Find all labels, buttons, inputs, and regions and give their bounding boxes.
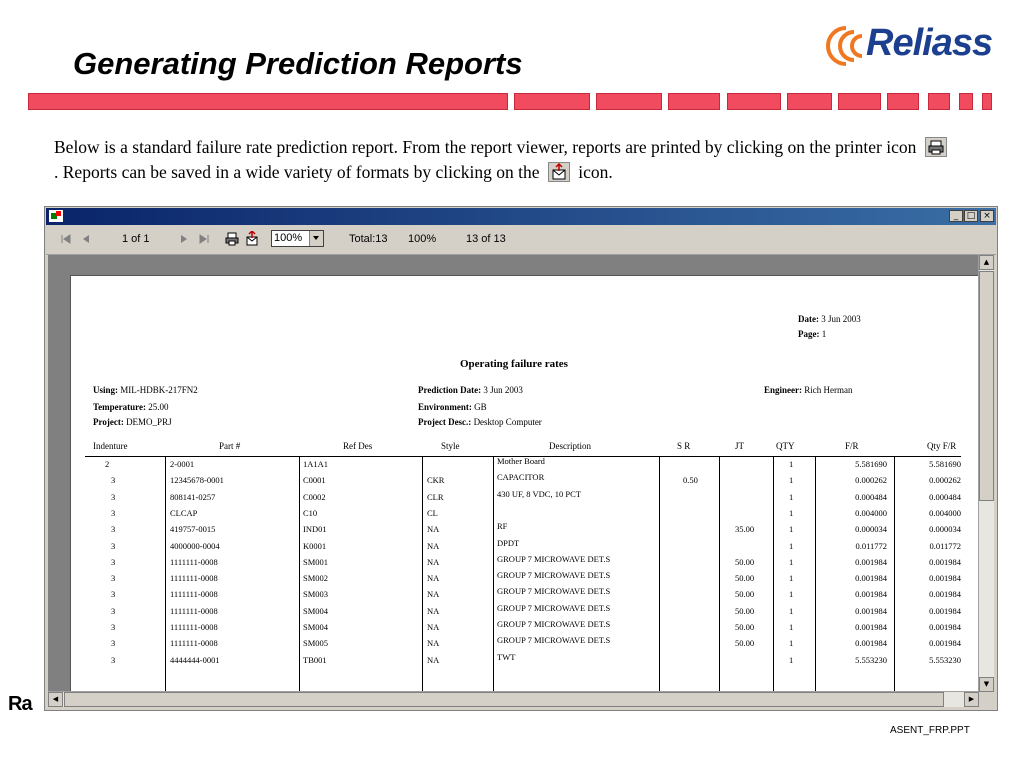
table-cell: 808141-0257 xyxy=(170,491,216,502)
header-bar-seg xyxy=(928,93,950,110)
table-cell: GROUP 7 MICROWAVE DET.S xyxy=(497,570,611,581)
table-cell: 1111111-0008 xyxy=(170,589,218,600)
table-cell: 1 xyxy=(789,507,794,518)
table-cell: 0.000034 xyxy=(855,524,887,535)
using-value: MIL-HDBK-217FN2 xyxy=(120,385,198,395)
table-cell: SM004 xyxy=(303,605,329,616)
header-bar-seg xyxy=(838,93,881,110)
table-cell: 1 xyxy=(789,573,794,584)
column-divider xyxy=(422,456,423,692)
intro-text-3: icon. xyxy=(578,162,613,182)
table-cell: 0.001984 xyxy=(855,622,887,632)
prev-page-icon[interactable] xyxy=(78,231,94,247)
project-value: DEMO_PRJ xyxy=(126,417,172,427)
table-cell: CLR xyxy=(427,491,444,502)
table-cell: NA xyxy=(427,540,440,551)
printer-icon[interactable] xyxy=(224,231,240,247)
table-cell: 1 xyxy=(789,622,794,632)
table-cell: SM001 xyxy=(303,556,329,567)
table-cell: 3 xyxy=(111,556,116,567)
page-indicator: 1 of 1 xyxy=(122,233,150,245)
header-bar-seg xyxy=(959,93,973,110)
table-cell: GROUP 7 MICROWAVE DET.S xyxy=(497,553,611,564)
table-cell: TB001 xyxy=(303,654,327,665)
table-cell: 1111111-0008 xyxy=(170,605,218,616)
page-row xyxy=(798,329,826,339)
project-desc-label: Project Desc.: xyxy=(418,417,472,427)
slide-title: Generating Prediction Reports xyxy=(73,46,523,81)
footer-filename: ASENT_FRP.PPT xyxy=(890,725,970,736)
table-cell: 0.004000 xyxy=(929,507,961,518)
table-cell: 0.011772 xyxy=(855,540,887,551)
table-cell: 0.001984 xyxy=(855,573,887,584)
temperature-label: Temperature: xyxy=(93,402,146,412)
record-count: 13 of 13 xyxy=(466,233,506,245)
table-cell: 1111111-0008 xyxy=(170,638,218,649)
engineer-value: Rich Herman xyxy=(804,385,853,395)
column-divider xyxy=(815,456,816,692)
scroll-down-icon[interactable]: ▼ xyxy=(979,677,994,692)
total-count: Total:13 xyxy=(349,233,388,245)
column-header: F/R xyxy=(845,441,859,451)
table-cell: 4000000-0004 xyxy=(170,540,220,551)
table-cell: 3 xyxy=(111,491,116,502)
table-cell: 50.00 xyxy=(735,573,755,584)
table-cell: 3 xyxy=(111,622,116,632)
engineer-label: Engineer: xyxy=(764,385,802,395)
project-desc-value: Desktop Computer xyxy=(473,417,542,427)
table-cell: NA xyxy=(427,605,440,616)
date-value: 3 Jun 2003 xyxy=(821,314,861,324)
scroll-left-icon[interactable]: ◀ xyxy=(48,692,63,707)
table-cell: 5.553230 xyxy=(855,654,887,665)
table-cell: 419757-0015 xyxy=(170,524,216,535)
table-cell: NA xyxy=(427,573,440,584)
table-cell: NA xyxy=(427,556,440,567)
table-cell: TWT xyxy=(497,651,516,662)
table-cell: 1 xyxy=(789,556,794,567)
table-cell: 1A1A1 xyxy=(303,459,329,469)
table-cell: 12345678-0001 xyxy=(170,475,224,486)
project-desc-row xyxy=(418,417,542,427)
reliass-swoosh-icon xyxy=(826,24,870,68)
table-cell: 1 xyxy=(789,524,794,535)
header-bar-seg xyxy=(596,93,662,110)
table-cell: 3 xyxy=(111,524,116,535)
table-cell: SM004 xyxy=(303,622,329,632)
table-cell: K0001 xyxy=(303,540,327,551)
page-label: Page: xyxy=(798,329,820,339)
engineer-row xyxy=(764,385,852,395)
table-cell: 0.001984 xyxy=(855,605,887,616)
reliass-wordmark: Reliass xyxy=(866,22,993,64)
table-cell: 1 xyxy=(789,638,794,649)
table-cell: 1111111-0008 xyxy=(170,556,218,567)
prediction-date-label: Prediction Date: xyxy=(418,385,482,395)
table-cell: 0.001984 xyxy=(855,589,887,600)
column-divider xyxy=(299,456,300,692)
page-value: 1 xyxy=(821,329,827,339)
column-divider xyxy=(493,456,494,692)
zoom-value: 100% xyxy=(274,232,303,244)
table-cell: 50.00 xyxy=(735,589,755,600)
report-canvas[interactable] xyxy=(48,255,979,692)
table-cell: 1111111-0008 xyxy=(170,573,218,584)
table-cell: 3 xyxy=(111,605,116,616)
environment-row xyxy=(418,402,487,412)
table-cell: 0.001984 xyxy=(929,556,961,567)
using-row xyxy=(93,385,198,395)
report-page xyxy=(70,275,979,692)
table-cell: 0.011772 xyxy=(929,540,961,551)
export-icon[interactable] xyxy=(244,231,260,247)
table-cell: GROUP 7 MICROWAVE DET.S xyxy=(497,602,611,613)
column-header: Ref Des xyxy=(343,441,373,451)
table-cell: NA xyxy=(427,622,440,632)
table-cell: 0.50 xyxy=(683,475,698,486)
table-cell: SM002 xyxy=(303,573,329,584)
table-cell: 1 xyxy=(789,491,794,502)
column-divider xyxy=(894,456,895,692)
vertical-scroll-thumb[interactable] xyxy=(979,271,994,501)
zoom-select[interactable] xyxy=(271,230,324,247)
table-cell: CLCAP xyxy=(170,507,198,518)
table-cell: 0.001984 xyxy=(929,638,961,649)
table-cell: 5.553230 xyxy=(929,654,961,665)
table-cell: 0.001984 xyxy=(855,556,887,567)
using-label: Using: xyxy=(93,385,119,395)
table-cell: 2-0001 xyxy=(170,459,195,469)
table-cell: 3 xyxy=(111,540,116,551)
environment-label: Environment: xyxy=(418,402,472,412)
table-cell: 3 xyxy=(111,507,116,518)
intro-paragraph xyxy=(54,135,954,185)
column-divider xyxy=(659,456,660,692)
table-cell: 0.000034 xyxy=(929,524,961,535)
table-cell: NA xyxy=(427,638,440,649)
table-cell: 0.001984 xyxy=(929,589,961,600)
table-cell: 50.00 xyxy=(735,622,755,632)
table-cell: 1 xyxy=(789,654,794,665)
table-cell: NA xyxy=(427,589,440,600)
header-bar-seg xyxy=(887,93,919,110)
table-cell: 5.581690 xyxy=(855,459,887,469)
table-cell: NA xyxy=(427,524,440,535)
export-icon xyxy=(548,162,570,182)
table-cell: 3 xyxy=(111,654,116,665)
table-cell: IND01 xyxy=(303,524,327,535)
table-cell: 3 xyxy=(111,475,116,486)
scroll-right-icon[interactable]: ▶ xyxy=(964,692,979,707)
table-cell: 50.00 xyxy=(735,605,755,616)
table-cell: Mother Board xyxy=(497,456,545,466)
column-divider xyxy=(773,456,774,692)
header-bar-seg xyxy=(787,93,832,110)
table-cell: 50.00 xyxy=(735,638,755,649)
vertical-scrollbar[interactable] xyxy=(978,255,994,692)
intro-text-1: Below is a standard failure rate prediction report. From the report viewer, reports are printed by clicking on the printer icon xyxy=(54,137,917,157)
date-label: Date: xyxy=(798,314,819,324)
column-header: Part # xyxy=(219,441,241,451)
table-cell: 5.581690 xyxy=(929,459,961,469)
column-header: QTY xyxy=(776,441,795,451)
environment-value: GB xyxy=(474,402,487,412)
table-cell: 0.004000 xyxy=(855,507,887,518)
maximize-button[interactable]: □ xyxy=(964,210,978,222)
intro-text-2: . Reports can be saved in a wide variety of formats by clicking on the xyxy=(54,162,540,182)
table-cell: GROUP 7 MICROWAVE DET.S xyxy=(497,619,611,629)
prediction-date-value: 3 Jun 2003 xyxy=(483,385,523,395)
table-cell: 50.00 xyxy=(735,556,755,567)
table-cell: 2 xyxy=(105,459,110,469)
table-cell: 1111111-0008 xyxy=(170,622,218,632)
table-cell: GROUP 7 MICROWAVE DET.S xyxy=(497,635,611,646)
table-cell: NA xyxy=(427,654,440,665)
chevron-down-icon[interactable] xyxy=(309,231,323,246)
header-bar-seg xyxy=(727,93,781,110)
header-bar-seg xyxy=(982,93,992,110)
viewer-toolbar xyxy=(46,226,996,255)
column-header: Indenture xyxy=(93,441,128,451)
table-cell: 4444444-0001 xyxy=(170,654,220,665)
table-cell: 1 xyxy=(789,589,794,600)
report-viewer-window xyxy=(44,206,998,711)
table-cell: CL xyxy=(427,507,438,518)
prediction-date-row xyxy=(418,385,523,395)
table-cell: 430 UF, 8 VDC, 10 PCT xyxy=(497,488,581,499)
column-divider xyxy=(165,456,166,692)
project-label: Project: xyxy=(93,417,124,427)
report-title: Operating failure rates xyxy=(460,358,568,370)
column-header: Style xyxy=(441,441,460,451)
raytheon-logo: Ra xyxy=(8,693,32,715)
close-button[interactable]: × xyxy=(980,210,994,222)
table-cell: C0002 xyxy=(303,491,326,502)
table-cell: 0.001984 xyxy=(855,638,887,649)
table-cell: C10 xyxy=(303,507,318,518)
table-cell: 0.000262 xyxy=(855,475,887,486)
horizontal-scrollbar[interactable] xyxy=(48,691,979,707)
minimize-button[interactable]: _ xyxy=(949,210,963,222)
table-cell: 3 xyxy=(111,638,116,649)
scroll-up-icon[interactable]: ▲ xyxy=(979,255,994,270)
table-cell: 3 xyxy=(111,573,116,584)
table-cell: 1 xyxy=(789,475,794,486)
table-cell: SM005 xyxy=(303,638,329,649)
table-cell: 0.001984 xyxy=(929,605,961,616)
date-row xyxy=(798,314,861,324)
header-bar-main xyxy=(28,93,508,110)
column-divider xyxy=(719,456,720,692)
header-bar-seg xyxy=(668,93,720,110)
temperature-value: 25.00 xyxy=(148,402,169,412)
table-cell: 1 xyxy=(789,459,794,469)
table-cell: RF xyxy=(497,521,508,532)
table-cell: 0.000484 xyxy=(855,491,887,502)
column-header: JT xyxy=(735,441,744,451)
last-page-icon[interactable] xyxy=(196,231,212,247)
table-cell: 0.000484 xyxy=(929,491,961,502)
table-cell: 1 xyxy=(789,605,794,616)
table-cell: 0.001984 xyxy=(929,573,961,584)
app-icon xyxy=(49,210,63,222)
project-row xyxy=(93,417,172,427)
table-cell: 0.000262 xyxy=(929,475,961,486)
table-cell: CKR xyxy=(427,475,445,486)
window-titlebar[interactable] xyxy=(46,208,996,225)
column-header: Qty F/R xyxy=(927,441,957,451)
first-page-icon[interactable] xyxy=(58,231,74,247)
table-cell: GROUP 7 MICROWAVE DET.S xyxy=(497,586,611,597)
table-cell: CAPACITOR xyxy=(497,472,545,483)
table-cell: 1 xyxy=(789,540,794,551)
next-page-icon[interactable] xyxy=(176,231,192,247)
table-cell: SM003 xyxy=(303,589,329,600)
horizontal-scroll-thumb[interactable] xyxy=(64,692,944,707)
temperature-row xyxy=(93,402,169,412)
reliass-logo xyxy=(826,22,1006,68)
table-cell: 35.00 xyxy=(735,524,755,535)
table-cell: DPDT xyxy=(497,537,520,548)
table-cell: C0001 xyxy=(303,475,326,486)
table-cell: 0.001984 xyxy=(929,622,961,632)
printer-icon xyxy=(925,137,947,157)
header-bar-seg xyxy=(514,93,590,110)
table-cell: 3 xyxy=(111,589,116,600)
zoom-percent: 100% xyxy=(408,233,437,245)
column-header: S R xyxy=(677,441,691,451)
column-header: Description xyxy=(549,441,591,451)
